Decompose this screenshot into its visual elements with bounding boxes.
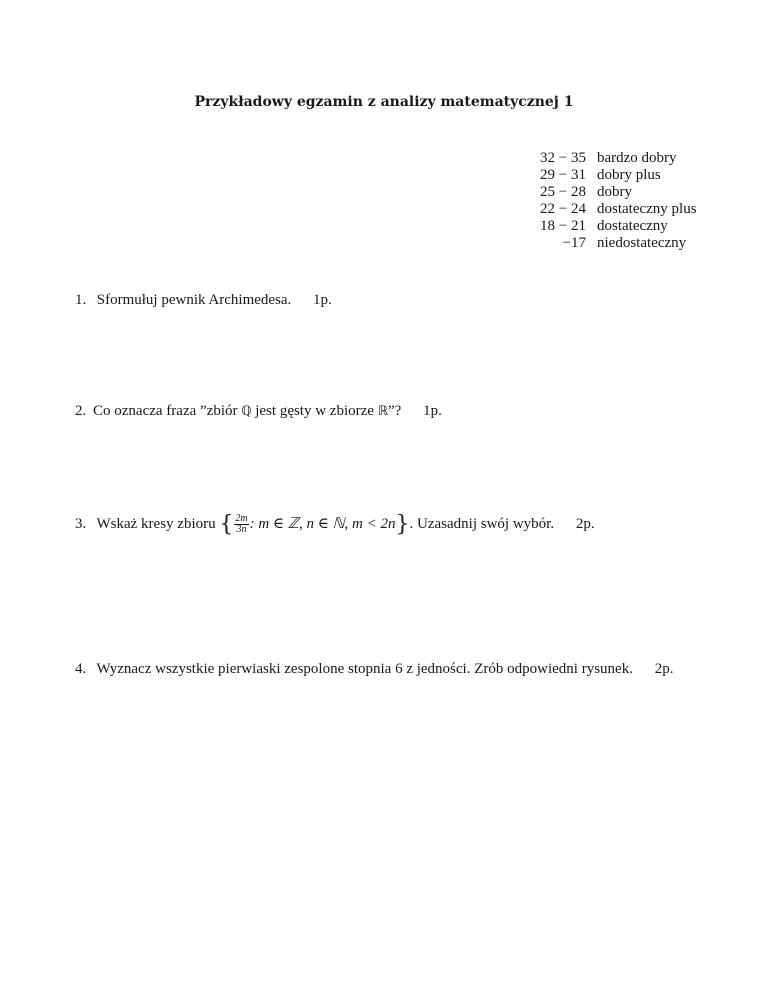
question-4 [75, 661, 673, 678]
grade-name: dobry plus [597, 167, 661, 183]
question-points: 2p. [575, 516, 595, 532]
grade-range: −17 [562, 235, 586, 251]
question-3 [75, 512, 595, 537]
question-1 [75, 292, 332, 309]
question-points: 1p. [313, 292, 332, 308]
question-text: . Uzasadnij swój wybór. [409, 516, 555, 532]
question-2 [75, 403, 442, 420]
grade-row [500, 150, 697, 167]
grade-row [500, 184, 697, 201]
grade-range: 25 − 28 [540, 184, 586, 200]
set-fraction [234, 514, 248, 535]
exam-title: Przykładowy egzamin z analizy matematycznej 1 [194, 94, 574, 110]
grade-row [500, 201, 697, 218]
grade-name: niedostateczny [597, 235, 687, 251]
question-number: 3. [75, 516, 87, 532]
grading-scale-table [500, 150, 697, 252]
grade-range: 29 − 31 [540, 167, 586, 183]
question-text: Co oznacza fraza ”zbiór [93, 403, 242, 419]
fraction-denominator: 3n [236, 524, 247, 536]
question-number: 4. [75, 661, 87, 677]
question-points: 2p. [654, 661, 674, 677]
grade-name: dobry [597, 184, 632, 200]
question-text: Sformułuj pewnik Archimedesa. [96, 292, 292, 308]
grade-name: bardzo dobry [597, 150, 677, 166]
question-text: Wskaż kresy zbioru [96, 516, 216, 532]
set-condition: : m ∈ ℤ, n ∈ ℕ, m < 2n [249, 516, 396, 532]
grade-row [500, 218, 697, 235]
question-number: 1. [75, 292, 87, 308]
question-points: 1p. [423, 403, 442, 419]
reals-symbol: ℝ [377, 404, 388, 419]
grade-range: 22 − 24 [540, 201, 586, 217]
question-text: jest gęsty w zbiorze [251, 403, 378, 419]
grade-name: dostateczny [597, 218, 668, 234]
grade-range: 32 − 35 [540, 150, 586, 166]
question-text: ”? [388, 403, 402, 419]
rationals-symbol: ℚ [241, 404, 252, 419]
question-number: 2. [75, 403, 87, 419]
set-open-brace: { [219, 512, 234, 537]
grade-name: dostateczny plus [597, 201, 697, 217]
set-close-brace: } [395, 512, 410, 537]
grade-range: 18 − 21 [540, 218, 586, 234]
grade-row [500, 167, 697, 184]
question-text: Wyznacz wszystkie pierwiaski zespolone stopnia 6 z jedności. Zrób odpowiedni rysunek. [96, 661, 633, 677]
fraction-numerator: 2m [235, 513, 248, 525]
grade-row [500, 235, 697, 252]
